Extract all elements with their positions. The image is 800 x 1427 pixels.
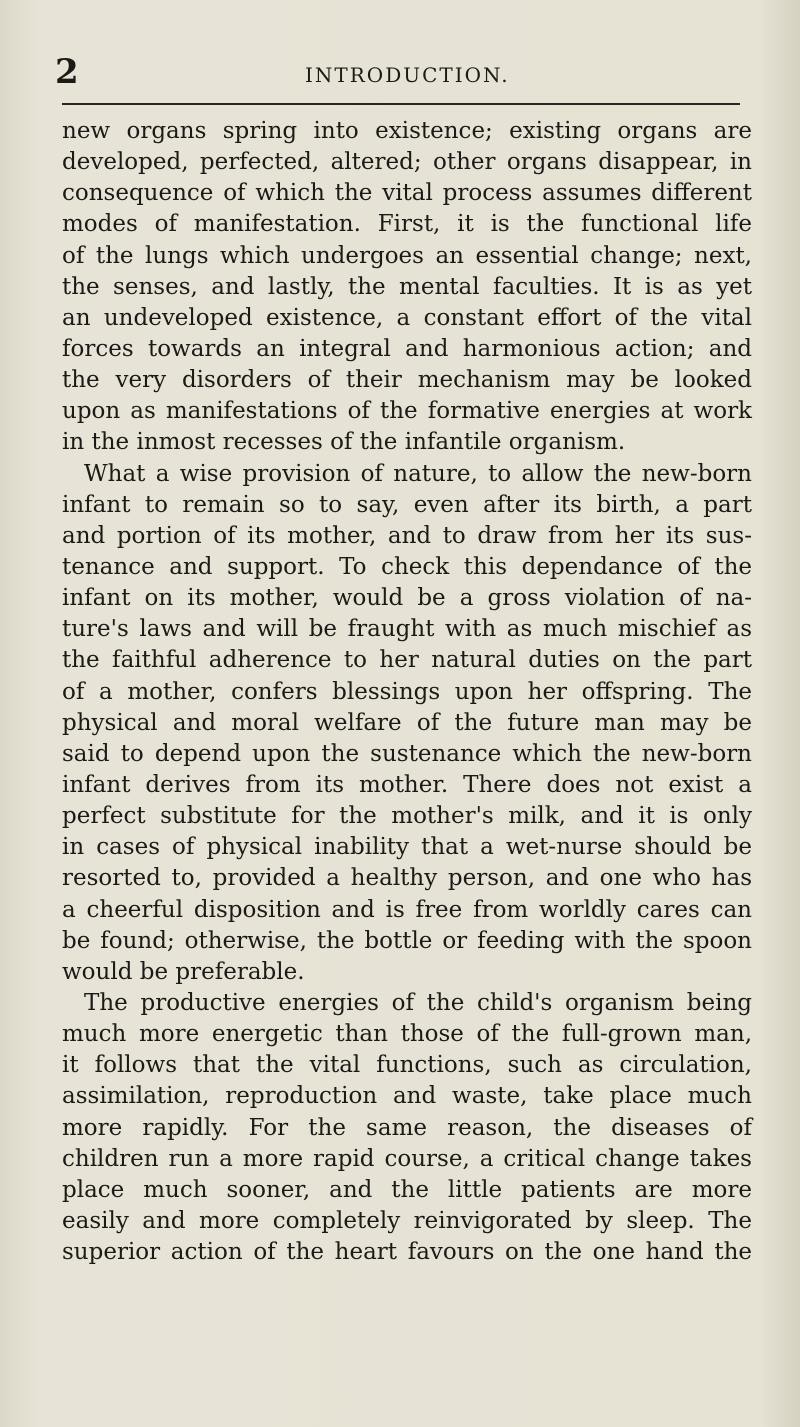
text-line: infant derives from its mother. There does not exist a xyxy=(62,771,752,798)
text-line: assimilation, reproduction and waste, take place much xyxy=(62,1083,752,1110)
text-line: in the inmost recesses of the infantile organism. xyxy=(62,429,626,456)
text-line: and portion of its mother, and to draw from her its sus- xyxy=(62,522,752,549)
text-line: be found; otherwise, the bottle or feeding with the spoon xyxy=(62,927,752,954)
text-line: infant to remain so to say, even after its birth, a part xyxy=(62,491,752,518)
text-line: place much sooner, and the little patients are more xyxy=(62,1176,752,1203)
text-line: the faithful adherence to her natural duties on the part xyxy=(62,647,752,674)
text-line: tenance and support. To check this dependance of the xyxy=(62,553,752,580)
text-line: physical and moral welfare of the future man may be xyxy=(62,709,752,736)
body-text xyxy=(62,116,752,1268)
text-line: the senses, and lastly, the mental faculties. It is as yet xyxy=(62,273,752,300)
text-line: upon as manifestations of the formative energies at work xyxy=(62,398,752,425)
text-line: ture's laws and will be fraught with as much mischief as xyxy=(62,616,752,643)
text-line: would be preferable. xyxy=(62,958,305,985)
text-line: said to depend upon the sustenance which the new-born xyxy=(62,740,752,767)
text-line: developed, perfected, altered; other organs disappear, in xyxy=(62,149,752,176)
text-line: the very disorders of their mechanism may be looked xyxy=(62,367,752,394)
paragraph-start-line: What a wise provision of nature, to allow the new-born xyxy=(84,460,752,487)
text-line: new organs spring into existence; existing organs are xyxy=(62,118,752,144)
text-line: easily and more completely reinvigorated by sleep. The xyxy=(62,1207,752,1234)
page-header xyxy=(55,52,745,92)
text-line: of the lungs which undergoes an essential change; next, xyxy=(62,242,752,269)
text-line: it follows that the vital functions, such as circulation, xyxy=(62,1052,752,1079)
text-line: consequence of which the vital process assumes different xyxy=(62,180,752,207)
text-line: more rapidly. For the same reason, the diseases of xyxy=(62,1114,752,1141)
text-line: superior action of the heart favours on the one hand the xyxy=(62,1239,752,1266)
text-line: infant on its mother, would be a gross violation of na- xyxy=(62,585,752,612)
paragraph-start-line: The productive energies of the child's organism being xyxy=(84,989,752,1016)
page-number: 2 xyxy=(55,52,79,92)
text-line: modes of manifestation. First, it is the functional life xyxy=(62,211,752,238)
text-line: much more energetic than those of the full-grown man, xyxy=(62,1021,752,1048)
text-line: of a mother, confers blessings upon her offspring. The xyxy=(62,678,752,705)
text-line: perfect substitute for the mother's milk, and it is only xyxy=(62,803,752,830)
text-line: an undeveloped existence, a constant effort of the vital xyxy=(62,304,752,331)
text-line: resorted to, provided a healthy person, and one who has xyxy=(62,865,752,892)
text-line: forces towards an integral and harmonious action; and xyxy=(62,335,752,362)
text-line: in cases of physical inability that a wet-nurse should be xyxy=(62,834,752,861)
text-line: a cheerful disposition and is free from worldly cares can xyxy=(62,896,752,923)
running-head: INTRODUCTION. xyxy=(305,63,510,87)
header-rule xyxy=(62,103,740,105)
text-line: children run a more rapid course, a critical change takes xyxy=(62,1145,752,1172)
